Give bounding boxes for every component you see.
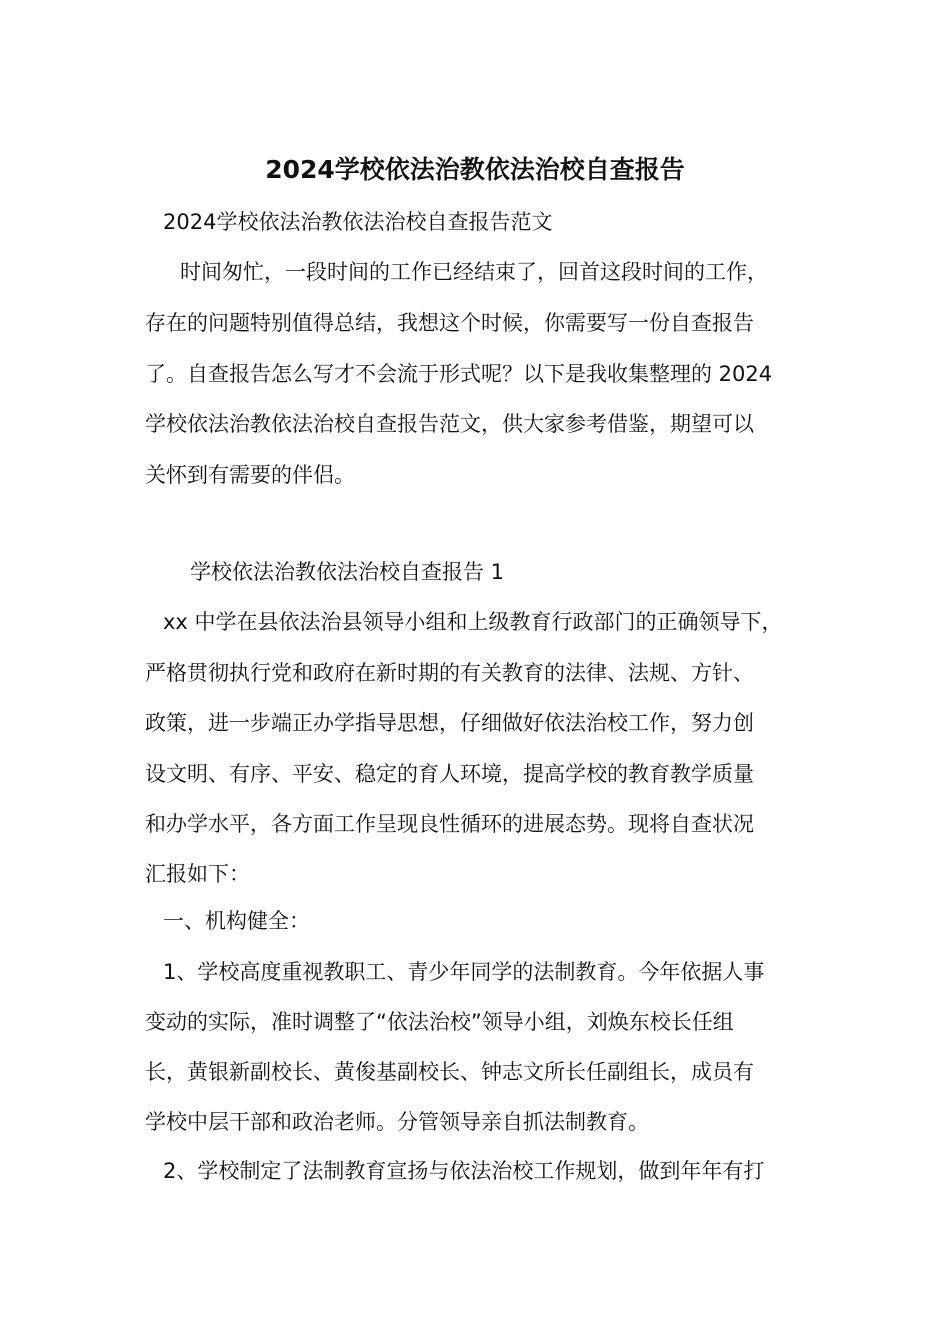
paragraph-line: 存在的问题特别值得总结，我想这个时候，你需要写一份自查报告 [145,311,754,335]
paragraph-line: 长，黄银新副校长、黄俊基副校长、钟志文所长任副组长，成员有 [145,1060,754,1084]
paragraph-line: 变动的实际，准时调整了“依法治校”领导小组，刘焕东校长任组 [145,1010,734,1034]
paragraph-line: 学校中层干部和政治老师。分管领导亲自抓法制教育。 [145,1110,649,1134]
paragraph-line: 和办学水平，各方面工作呈现良性循环的进展态势。现将自查状况 [145,812,754,836]
paragraph-line: xx 中学在县依法治县领导小组和上级教育行政部门的正确领导下， [163,610,783,634]
section-heading: 学校依法治教依法治校自查报告 1 [190,560,505,584]
paragraph-line: 严格贯彻执行党和政府在新时期的有关教育的法律、法规、方针、 [145,661,754,685]
paragraph-line: 政策，进一步端正办学指导思想，仔细做好依法治校工作，努力创 [145,711,754,735]
paragraph-line: 2、学校制定了法制教育宣扬与依法治校工作规划，做到年年有打 [163,1159,765,1183]
document-title: 2024学校依法治教依法治校自查报告 [265,155,685,184]
paragraph-line: 汇报如下： [145,862,250,886]
paragraph-line: 设文明、有序、平安、稳定的育人环境，提高学校的教育教学质量 [145,762,754,786]
paragraph-line: 时间匆忙，一段时间的工作已经结束了，回首这段时间的工作， [180,260,768,284]
subtitle-line: 2024学校依法治教依法治校自查报告范文 [163,210,553,234]
paragraph-line: 了。自查报告怎么写才不会流于形式呢？以下是我收集整理的 2024 [145,362,773,386]
paragraph-line: 关怀到有需要的伴侣。 [145,463,355,487]
paragraph-line: 学校依法治教依法治校自查报告范文，供大家参考借鉴，期望可以 [145,412,754,436]
paragraph-line: 1、学校高度重视教职工、青少年同学的法制教育。今年依据人事 [163,960,765,984]
subsection-heading: 一、机构健全： [163,909,310,933]
